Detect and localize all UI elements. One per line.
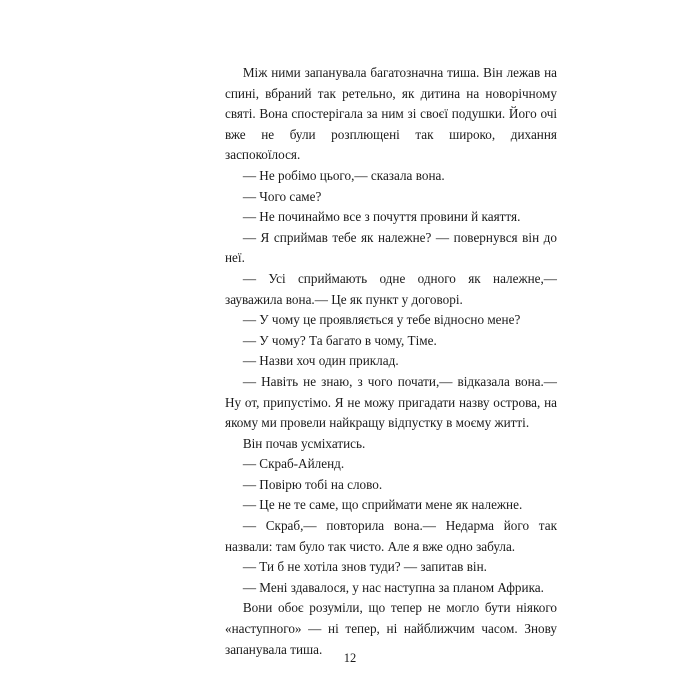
paragraph: — Назви хоч один приклад. [242, 353, 399, 369]
body-text [225, 63, 557, 660]
paragraph: — У чому? Та багато в чому, Тіме. [242, 332, 437, 348]
paragraph: Між ними запанувала багатозначна тиша. Він лежав на спині, вбраний так ретельно, як дитина на новорічному святі. Вона спостерігала за ним зі своєї подушки. Його очі вже не були розплющені так широко, дихання заспокоїлося. [225, 65, 557, 163]
page-number: 12 [343, 651, 357, 665]
paragraph: — Ти б не хотіла знов туди? — запитав він. [242, 559, 487, 575]
paragraph: Вони обоє розуміли, що тепер не могло бути ніякого «наступного» — ні тепер, ні найближчим часом. Знову запанувала тиша. [225, 600, 557, 657]
paragraph: — Навіть не знаю, з чого почати,— відказала вона.— Ну от, припустімо. Я не можу пригадати назву острова, на якому ми провели найкращу відпустку в моєму житті. [225, 373, 557, 431]
paragraph: — Я сприймав тебе як належне? — повернувся він до неї. [225, 229, 557, 266]
paragraph: — У чому це проявляється у тебе відносно мене? [242, 312, 521, 328]
paragraph: — Не робімо цього,— сказала вона. [242, 167, 445, 183]
paragraph: — Не починаймо все з почуття провини й каяття. [242, 209, 521, 225]
paragraph: Він почав усміхатись. [242, 435, 366, 451]
paragraph: — Скраб,— повторила вона.— Недарма його так назвали: там було так чисто. Але я вже одно забула. [225, 518, 557, 554]
paragraph: — Чого саме? [242, 188, 322, 204]
paragraph: — Скраб-Айленд. [242, 456, 345, 472]
paragraph: — Мені здавалося, у нас наступна за планом Африка. [242, 579, 544, 595]
paragraph: — Усі сприймають одне одного як належне,— зауважила вона.— Це як пункт у договорі. [225, 270, 557, 307]
paragraph: — Повірю тобі на слово. [242, 476, 383, 492]
paragraph: — Це не те саме, що сприймати мене як належне. [242, 497, 523, 513]
